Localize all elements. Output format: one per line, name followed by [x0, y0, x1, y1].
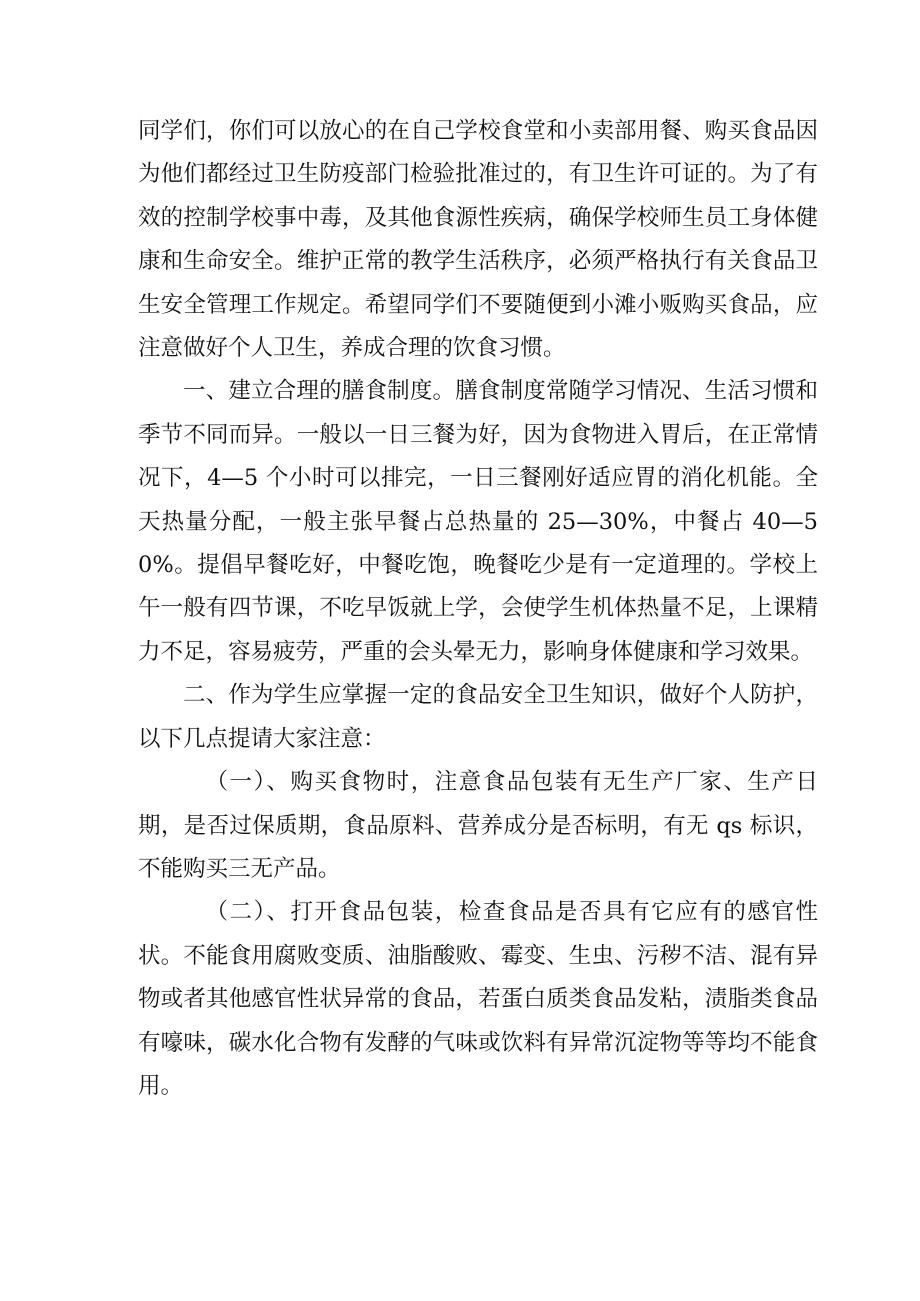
- document-body: [138, 110, 818, 1108]
- paragraph-item-one: （一）、购买食物时，注意食品包装有无生产厂家、生产日期，是否过保质期，食品原料、营养成分是否标明，有无 qs 标识，不能购买三无产品。: [138, 769, 818, 882]
- paragraph-section-two: 二、作为学生应掌握一定的食品安全卫生知识，做好个人防护，以下几点提请大家注意：: [138, 682, 818, 752]
- paragraph-item-two: （二）、打开食品包装，检查食品是否具有它应有的感官性状。不能食用腐败变质、油脂酸败、霉变、生虫、污秽不洁、混有异物或者其他感官性状异常的食品，若蛋白质类食品发粘，渍脂类食品有嚎味，碳水化合物有发酵的气味或饮料有异常沉淀物等等均不能食用。: [138, 899, 818, 1099]
- paragraph-section-one: 一、建立合理的膳食制度。膳食制度常随学习情况、生活习惯和季节不同而异。一般以一日三餐为好，因为食物进入胃后，在正常情况下，4—5 个小时可以排完，一日三餐刚好适应胃的消化机能。全天热量分配，一般主张早餐占总热量的 25—30%，中餐占 40—50%。提倡早餐吃好，中餐吃饱，晚餐吃少是有一定道理的。学校上午一般有四节课，不吃早饭就上学，会使学生机体热量不足，上课精力不足，容易疲劳，严重的会头晕无力，影响身体健康和学习效果。: [138, 378, 818, 665]
- paragraph-intro: 同学们，你们可以放心的在自己学校食堂和小卖部用餐、购买食品因为他们都经过卫生防疫部门检验批准过的，有卫生许可证的。为了有效的控制学校事中毒，及其他食源性疾病，确保学校师生员工身体健康和生命安全。维护正常的教学生活秩序，必须严格执行有关食品卫生安全管理工作规定。希望同学们不要随便到小滩小贩购买食品，应注意做好个人卫生，养成合理的饮食习惯。: [138, 118, 818, 362]
